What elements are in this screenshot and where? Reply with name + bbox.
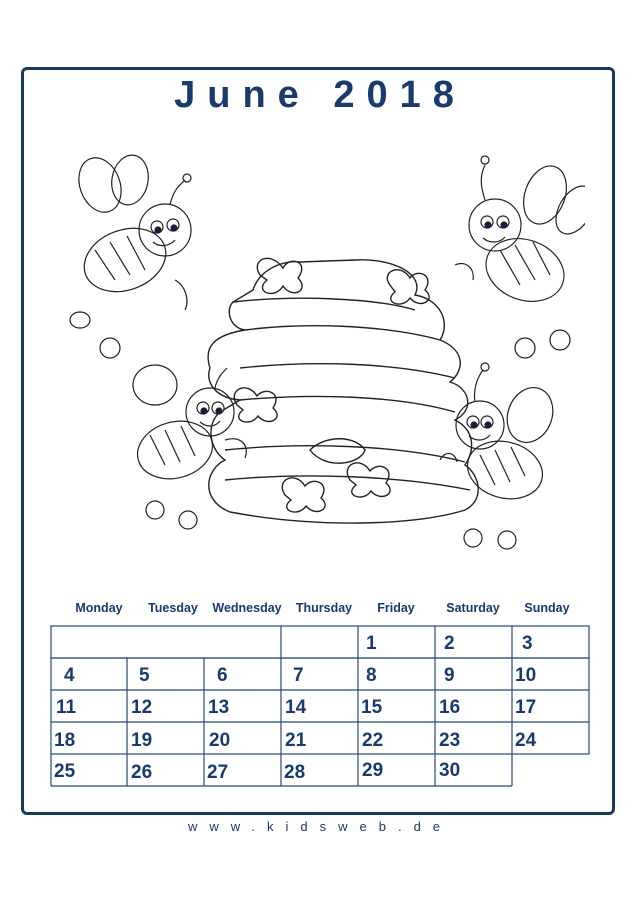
bee-bottom-right — [440, 363, 560, 549]
bee-bottom-left — [131, 365, 246, 529]
date-cell: 8 — [366, 665, 377, 686]
date-cell: 27 — [207, 762, 229, 783]
weekday-label: Monday — [75, 601, 123, 615]
beehive — [208, 258, 478, 523]
weekday-label: Wednesday — [212, 601, 282, 615]
date-cell: 30 — [439, 760, 461, 781]
date-cell: 15 — [361, 697, 383, 718]
date-cell: 4 — [64, 665, 75, 686]
beehive-illustration — [55, 150, 585, 570]
date-cell: 19 — [131, 730, 153, 751]
date-cell: 29 — [362, 760, 384, 781]
date-cell: 6 — [217, 665, 228, 686]
date-cell: 21 — [285, 730, 307, 751]
date-cell: 23 — [439, 730, 461, 751]
date-cell: 7 — [293, 665, 304, 686]
date-cell: 12 — [131, 697, 153, 718]
date-cell: 11 — [56, 697, 77, 718]
date-cell: 14 — [285, 697, 307, 718]
date-cell: 18 — [54, 730, 76, 751]
date-cell: 1 — [366, 633, 377, 654]
calendar-title: June 2018 — [174, 74, 466, 116]
weekday-label: Thursday — [295, 601, 353, 615]
weekday-label: Saturday — [446, 601, 500, 615]
date-cell: 22 — [362, 730, 384, 751]
date-cell: 9 — [444, 665, 455, 686]
date-cell: 17 — [515, 697, 537, 718]
bee-top-right — [455, 156, 585, 358]
date-cell: 2 — [444, 633, 455, 654]
weekday-label: Tuesday — [148, 601, 198, 615]
date-cell: 10 — [515, 665, 537, 686]
footer-url: www.kidsweb.de — [187, 819, 453, 834]
bee-top-left — [70, 152, 191, 358]
date-cell: 16 — [439, 697, 461, 718]
date-cell: 20 — [209, 730, 231, 751]
weekday-label: Friday — [377, 601, 415, 615]
date-cell: 24 — [515, 730, 537, 751]
date-cell: 25 — [54, 761, 76, 782]
date-cell: 3 — [522, 633, 533, 654]
date-cell: 13 — [208, 697, 230, 718]
date-cell: 28 — [284, 762, 306, 783]
date-cell: 26 — [131, 762, 153, 783]
weekday-label: Sunday — [524, 601, 570, 615]
weekday-header — [0, 601, 640, 619]
date-cell: 5 — [139, 665, 150, 686]
